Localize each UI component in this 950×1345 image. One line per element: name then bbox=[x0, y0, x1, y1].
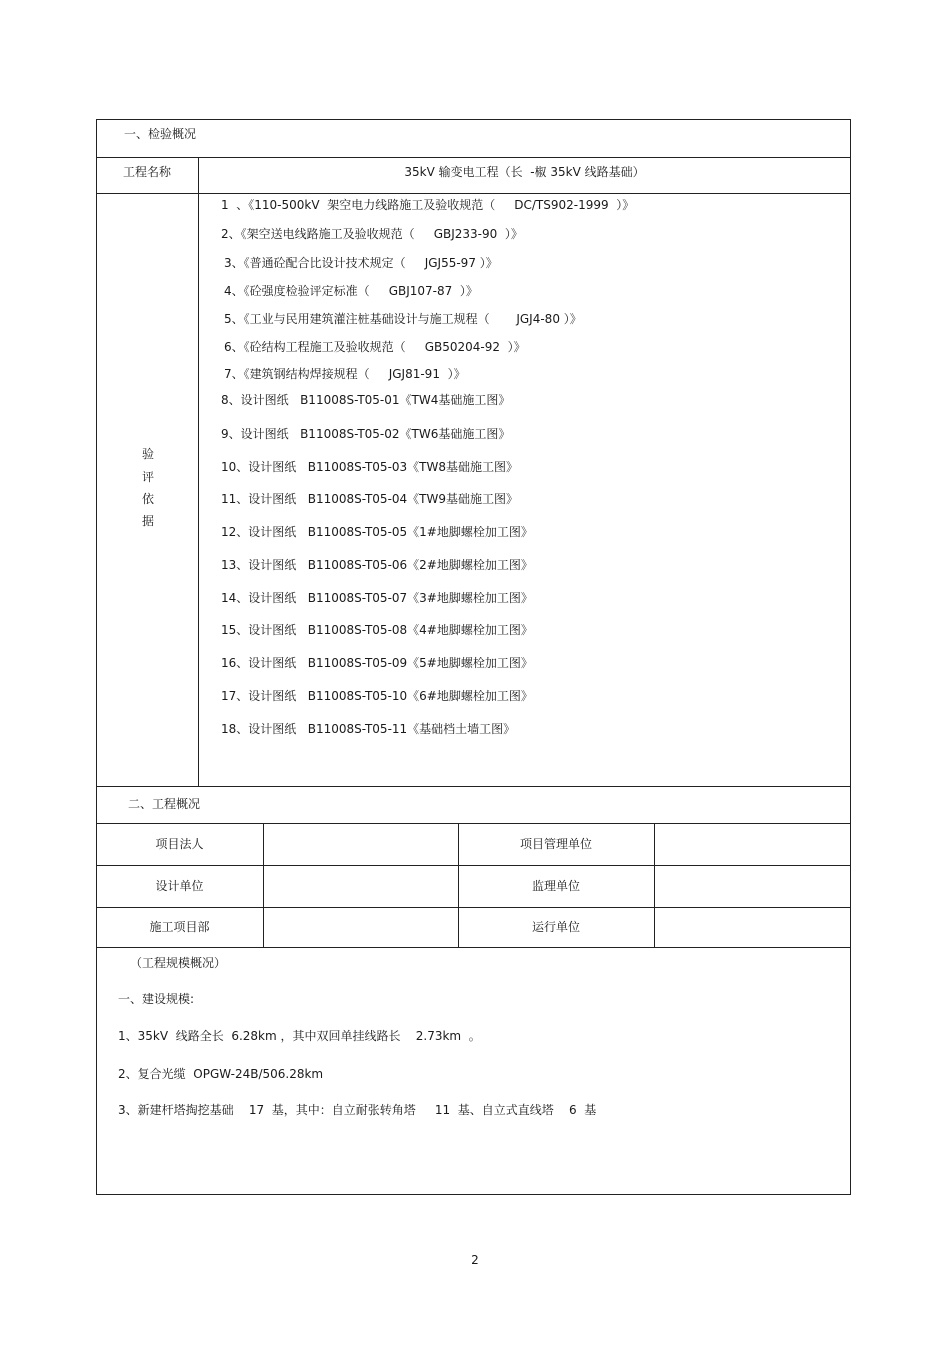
management-unit-label: 项目管理单位 bbox=[519, 837, 592, 851]
scale-item: 1、35kV 线路全长 6.28km ，其中双回单挂线路长 2.73km 。 bbox=[118, 1029, 481, 1043]
basis-item: 12、设计图纸 B11008S-T05-05《1#地脚螺栓加工图》 bbox=[221, 525, 533, 539]
project-name-label: 工程名称 bbox=[122, 165, 171, 179]
basis-label-char: 验 bbox=[142, 447, 155, 461]
basis-item: 16、设计图纸 B11008S-T05-09《5#地脚螺栓加工图》 bbox=[221, 656, 533, 670]
basis-item: 18、设计图纸 B11008S-T05-11《基础档土墙工图》 bbox=[221, 722, 516, 736]
row-divider bbox=[96, 947, 851, 948]
row-divider bbox=[96, 193, 851, 194]
basis-item: 10、设计图纸 B11008S-T05-03《TW8基础施工图》 bbox=[221, 460, 518, 474]
project-name-value: 35kV 输变电工程（长 -椒 35kV 线路基础） bbox=[404, 165, 645, 179]
supervision-unit-label: 监理单位 bbox=[531, 879, 580, 893]
basis-item: 5、《工业与民用建筑灌注桩基础设计与施工规程（ JGJ4-80 ）》 bbox=[224, 312, 582, 326]
construction-dept-label: 施工项目部 bbox=[149, 920, 210, 934]
row-divider bbox=[96, 823, 851, 824]
row-divider bbox=[96, 157, 851, 158]
basis-item: 14、设计图纸 B11008S-T05-07《3#地脚螺栓加工图》 bbox=[221, 591, 533, 605]
basis-label-char: 依 bbox=[142, 492, 155, 506]
column-divider bbox=[654, 823, 655, 947]
basis-item: 11、设计图纸 B11008S-T05-04《TW9基础施工图》 bbox=[221, 492, 518, 506]
basis-item: 17、设计图纸 B11008S-T05-10《6#地脚螺栓加工图》 bbox=[221, 689, 533, 703]
page-number: 2 bbox=[471, 1253, 479, 1267]
basis-item: 4、《砼强度检验评定标准（ GBJ107-87 ）》 bbox=[224, 284, 478, 298]
basis-label-char: 据 bbox=[142, 514, 155, 528]
basis-label-char: 评 bbox=[142, 470, 155, 484]
basis-item: 13、设计图纸 B11008S-T05-06《2#地脚螺栓加工图》 bbox=[221, 558, 533, 572]
section-title-overview: 二、工程概况 bbox=[128, 797, 201, 811]
basis-item: 15、设计图纸 B11008S-T05-08《4#地脚螺栓加工图》 bbox=[221, 623, 533, 637]
column-divider bbox=[263, 823, 264, 947]
design-unit-label: 设计单位 bbox=[155, 879, 204, 893]
basis-item: 8、设计图纸 B11008S-T05-01《TW4基础施工图》 bbox=[221, 393, 511, 407]
section-title-inspection: 一、检验概况 bbox=[124, 127, 197, 141]
basis-item: 3、《普通砼配合比设计技术规定（ JGJ55-97 ）》 bbox=[224, 256, 498, 270]
scale-title: （工程规模概况） bbox=[130, 956, 227, 970]
basis-item: 9、设计图纸 B11008S-T05-02《TW6基础施工图》 bbox=[221, 427, 511, 441]
row-divider bbox=[96, 786, 851, 787]
row-divider bbox=[96, 907, 851, 908]
operation-unit-label: 运行单位 bbox=[531, 920, 580, 934]
row-divider bbox=[96, 865, 851, 866]
scale-item: 2、复合光缆 OPGW-24B/506.28km bbox=[118, 1067, 324, 1081]
basis-item: 2、《架空送电线路施工及验收规范（ GBJ233-90 ）》 bbox=[221, 227, 523, 241]
scale-item: 3、新建杆塔掏挖基础 17 基，其中：自立耐张转角塔 11 基、自立式直线塔 6 基 bbox=[118, 1103, 597, 1117]
basis-item: 6、《砼结构工程施工及验收规范（ GB50204-92 ）》 bbox=[224, 340, 526, 354]
scale-heading: 一、建设规模: bbox=[118, 992, 195, 1006]
basis-item: 7、《建筑钢结构焊接规程（ JGJ81-91 ）》 bbox=[224, 367, 466, 381]
project-owner-label: 项目法人 bbox=[155, 837, 204, 851]
column-divider bbox=[198, 157, 199, 786]
basis-item: 1 、《110-500kV 架空电力线路施工及验收规范（ DC/TS902-1999 ）》 bbox=[221, 198, 635, 212]
